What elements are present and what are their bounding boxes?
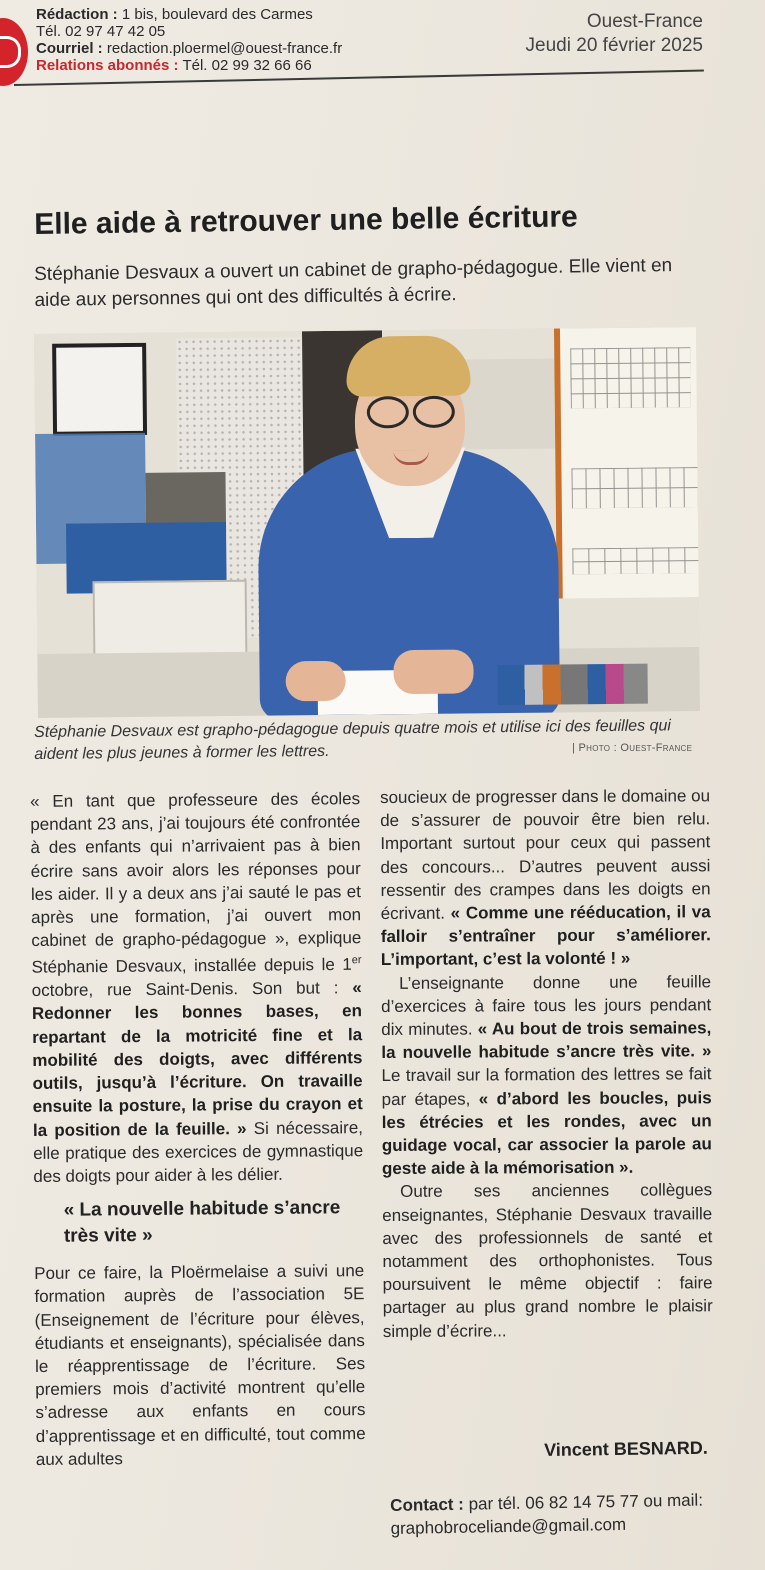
glasses-icon	[367, 396, 455, 425]
contact-header	[36, 6, 342, 74]
right-paragraph-1: soucieux de progresser dans le domaine ou de s’assurer de pouvoir être bien relu. Important surtout pour ceux qui passent des concours... D’autres peuvent aussi ressentir des crampes dans les doigts en écrivant. « Comme une rééducation, il va falloir s’entraîner pour s’améliorer. L’important, c’est la volonté ! »	[380, 786, 711, 970]
right-paragraph-2: L’enseignante donne une feuille d’exercices à faire tous les jours pendant dix minutes. « Au bout de trois semaines, la nouvelle habitude s’ancre très vite. » Le travail sur la formation des lettres se fait par étapes, « d’abord les boucles, puis les étrécies et les rondes, avec un guidage vocal, car associer la parole au geste aide à la mémorisation ».	[381, 971, 712, 1179]
photo-credit: | Photo : Ouest-France	[572, 742, 693, 754]
article-headline: Elle aide à retrouver une belle écriture	[34, 200, 578, 241]
article-photo	[34, 327, 700, 718]
photo-caption: Stéphanie Desvaux est grapho-pédagogue depuis quatre mois et utilise ici des feuilles qui aident les plus jeunes à former les lettres.	[34, 717, 672, 763]
article-subhead: « La nouvelle habitude s’ancre très vite »	[63, 1197, 341, 1247]
right-paragraph-3: Outre ses anciennes collègues enseignantes, Stéphanie Desvaux travaille avec des professionnels de santé et notamment des orthophonistes. Tous poursuivent le même objectif : faire partager au plus grand nombre le plaisir simple d’écrire...	[382, 1180, 713, 1341]
left-paragraph-2: Pour ce faire, la Ploërmelaise a suivi une formation auprès de l’association 5E (Enseignement de l’écriture pour élèves, étudiants et enseignants), spécialisée dans le réapprentissage de l’écriture. Ses premiers mois d’activité montrent qu’elle s’adresse aux enfants en cours d’apprentissage et en difficulté, tout comme aux adultes	[34, 1261, 366, 1469]
redaction-line: Rédaction : 1 bis, boulevard des Carmes	[36, 6, 313, 23]
ouest-france-logo-icon	[0, 18, 28, 86]
photo-hand-right	[393, 649, 473, 694]
masthead-info	[526, 10, 703, 58]
contact-info: Contact : par tél. 06 82 14 75 77 ou mail: graphobroceliande@gmail.com	[390, 1490, 704, 1538]
article-column-left	[30, 787, 366, 1471]
issue-date: Jeudi 20 février 2025	[525, 35, 703, 56]
newspaper-name: Ouest-France	[586, 11, 703, 32]
photo-person-hair	[346, 335, 471, 396]
photo-alphabet-poster	[554, 327, 700, 598]
photo-desk-items	[497, 664, 647, 706]
photo-hand-left	[285, 661, 345, 702]
author-signature: Vincent BESNARD.	[544, 1437, 708, 1460]
article-column-right	[380, 784, 713, 1343]
photo-wall-frame	[52, 343, 147, 436]
left-paragraph-1: « En tant que professeure des écoles pendant 23 ans, j’ai toujours été confrontée à des enfants qui n’arrivaient pas à bien écrire sans avoir alors les réponses pour les aider. Il y a deux ans j’ai sauté le pas et après une formation, j’ai ouvert mon cabinet de grapho-pédagogue », explique Stéphanie Desvaux, installée depuis le 1er octobre, rue Saint-Denis. Son but : « Redonner les bonnes bases, en repartant de la motricité fine et la mobilité des doigts, avec différents outils, jusqu’à l’écriture. On travaille ensuite la posture, la prise du crayon et la position de la feuille. » Si nécessaire, elle pratique des exercices de gymnastique des doigts pour aider à les délier.	[30, 789, 364, 1186]
courriel-line: Courriel : redaction.ploermel@ouest-france.fr	[36, 40, 343, 57]
abonnes-line: Relations abonnés : Tél. 02 99 32 66 66	[36, 57, 312, 74]
article-standfirst: Stéphanie Desvaux a ouvert un cabinet de grapho-pédagogue. Elle vient en aide aux personnes qui ont des difficultés à écrire.	[34, 255, 673, 311]
phone-line: Tél. 02 97 47 42 05	[36, 23, 166, 40]
